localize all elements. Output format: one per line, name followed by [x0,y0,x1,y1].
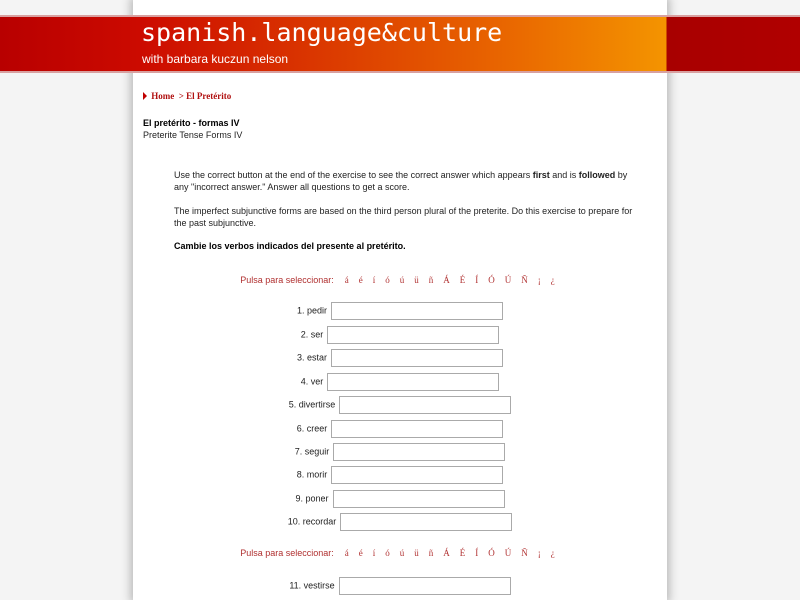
exercise-directions: Cambie los verbos indicados del presente al pretérito. [174,241,406,251]
char-button[interactable]: ¡ [537,275,541,285]
text: Use the correct button at the end of the exercise to see the correct answer which appears [174,170,533,180]
answer-input[interactable] [340,513,512,531]
item-label: 3. estar [296,352,327,363]
breadcrumb-separator: > [178,91,184,101]
char-button[interactable]: Ñ [521,548,528,558]
char-button[interactable]: í [372,548,376,558]
exercise-item [0,577,800,595]
char-button[interactable]: ¿ [550,275,555,285]
page-title: El pretérito - formas IV [143,118,240,128]
exercise-item [0,302,800,320]
text-bold: first [532,170,550,180]
page-subtitle: Preterite Tense Forms IV [143,130,243,140]
breadcrumb-current[interactable]: El Pretérito [186,91,232,101]
char-button[interactable]: Ó [488,275,495,285]
char-button[interactable]: ü [414,275,419,285]
char-selector-1 [0,275,800,285]
item-label: 5. divertirse [288,399,336,410]
exercise-item [0,466,800,484]
char-button[interactable]: ¿ [550,548,555,558]
char-button[interactable]: ó [385,275,390,285]
item-label: 2. ser [300,329,324,340]
char-button[interactable]: é [358,548,363,558]
char-button[interactable]: í [372,275,376,285]
char-button[interactable]: Í [475,275,479,285]
exercise-item [0,326,800,344]
item-label: 9. poner [295,493,329,504]
breadcrumb-home[interactable]: Home [151,91,175,101]
answer-input[interactable] [333,443,505,461]
char-button[interactable]: Ó [488,548,495,558]
instructions-paragraph-1 [174,169,634,193]
char-button[interactable]: Á [443,275,450,285]
selector-label: Pulsa para seleccionar: [240,548,334,558]
text: by any "incorrect answer." Answer all questions to get a score. [174,170,628,192]
answer-input[interactable] [331,420,503,438]
char-button[interactable]: Í [475,548,479,558]
char-button[interactable]: ú [399,275,405,285]
exercise-item [0,490,800,508]
char-button[interactable]: Ú [504,548,512,558]
item-label: 11. vestirse [289,580,335,591]
exercise-item [0,513,800,531]
char-button[interactable]: Ú [504,275,512,285]
char-button[interactable]: é [358,275,363,285]
answer-input[interactable] [331,349,503,367]
item-label: 6. creer [296,423,328,434]
char-selector-2 [0,548,800,558]
item-label: 4. ver [300,376,324,387]
char-button[interactable]: É [459,548,466,558]
exercise-item [0,443,800,461]
answer-input[interactable] [333,490,505,508]
answer-input[interactable] [331,466,503,484]
exercise-item [0,420,800,438]
char-button[interactable]: ó [385,548,390,558]
char-button[interactable]: ¡ [537,548,541,558]
instructions-paragraph-2: The imperfect subjunctive forms are based on the third person plural of the preterite. Do this exercise to prepare for the past subjunctive. [174,206,633,228]
char-button[interactable]: ü [414,548,419,558]
answer-input[interactable] [327,373,499,391]
exercise-item [0,373,800,391]
answer-input[interactable] [327,326,499,344]
answer-input[interactable] [339,396,511,414]
char-button[interactable]: ñ [428,548,434,558]
site-title: spanish.language&culture [141,18,503,47]
triangle-right-icon [143,92,147,100]
site-subtitle: with barbara kuczun nelson [142,52,289,66]
answer-input[interactable] [331,302,503,320]
char-button[interactable]: ñ [428,275,434,285]
breadcrumb [143,91,231,101]
char-button[interactable]: Ñ [521,275,528,285]
char-button[interactable]: á [344,275,349,285]
item-label: 7. seguir [294,446,330,457]
item-label: 8. morir [296,469,328,480]
item-label: 10. recordar [287,516,337,527]
exercise-item [0,349,800,367]
char-button[interactable]: ú [399,548,405,558]
text-bold: followed [578,170,616,180]
exercise-item [0,396,800,414]
page-column [133,0,667,600]
char-button[interactable]: Á [443,548,450,558]
answer-input[interactable] [339,577,511,595]
selector-label: Pulsa para seleccionar: [240,275,334,285]
char-button[interactable]: É [459,275,466,285]
char-button[interactable]: á [344,548,349,558]
item-label: 1. pedir [296,305,328,316]
text: and is [549,170,579,180]
